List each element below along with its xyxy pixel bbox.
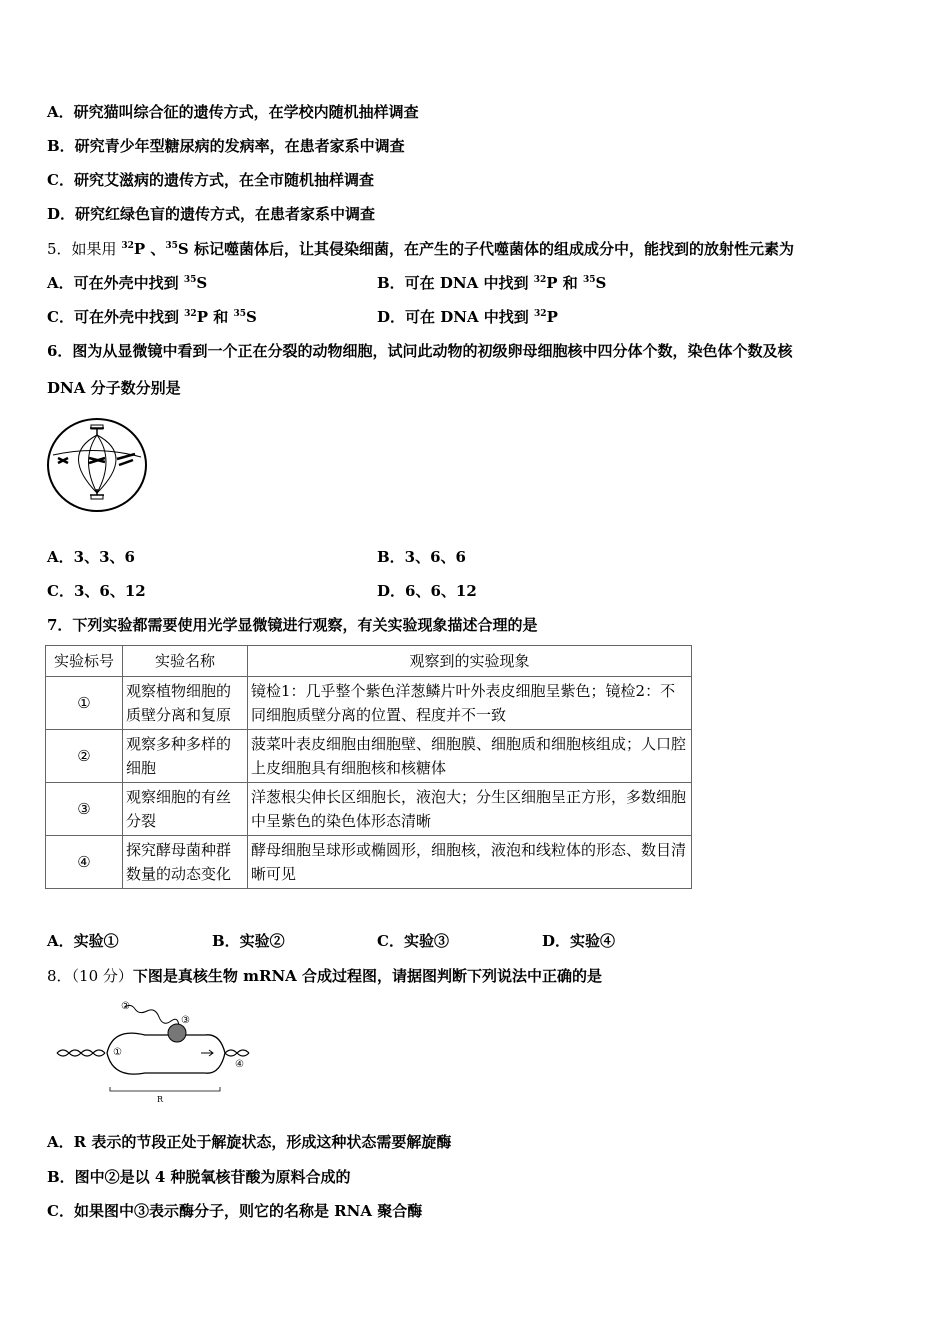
fig-label-3: ③ <box>181 1015 190 1026</box>
col-header-name: 实验名称 <box>123 646 248 677</box>
q6-option-b: B．3、6、6 <box>377 548 466 566</box>
q6-stem-line2: DNA 分子数分别是 <box>47 379 181 397</box>
q4-option-c: C．研究艾滋病的遗传方式，在全市随机抽样调查 <box>47 171 374 189</box>
cell-name: 观察细胞的有丝分裂 <box>123 783 248 836</box>
chromosome-3 <box>117 454 135 465</box>
q5-option-c: C．可在外壳中找到 $^{32}$P 和 $^{35}$S <box>47 308 257 326</box>
cell-name: 探究酵母菌种群数量的动态变化 <box>123 836 248 889</box>
q4-option-b: B．研究青少年型糖尿病的发病率，在患者家系中调查 <box>47 137 405 155</box>
fig-label-4: ④ <box>235 1059 244 1070</box>
q6-option-d: D．6、6、12 <box>377 582 477 600</box>
q6-option-c: C．3、6、12 <box>47 582 146 600</box>
q5-option-b: B．可在 DNA 中找到 $^{32}$P 和 $^{35}$S <box>377 274 607 292</box>
col-header-id: 实验标号 <box>46 646 123 677</box>
q8-option-a: A．R 表示的节段正处于解旋状态，形成这种状态需要解旋酶 <box>47 1133 452 1151</box>
dividing-cell-figure <box>45 415 150 515</box>
table-row <box>46 677 692 730</box>
q7-option-a: A．实验① <box>47 932 119 950</box>
cell-phenomenon: 洋葱根尖伸长区细胞长，液泡大；分生区细胞呈正方形，多数细胞中呈紫色的染色体形态清晰 <box>248 783 692 836</box>
experiment-table <box>45 645 692 889</box>
q7-option-d: D．实验④ <box>542 932 616 950</box>
q8-option-b: B．图中②是以 4 种脱氧核苷酸为原料合成的 <box>47 1168 351 1186</box>
fig-label-1: ① <box>113 1047 122 1058</box>
q6-stem-line1: 6．图为从显微镜中看到一个正在分裂的动物细胞，试问此动物的初级卵母细胞核中四分体个数，染色体个数及核 <box>47 342 793 360</box>
q8-option-c: C．如果图中③表示酶分子，则它的名称是 RNA 聚合酶 <box>47 1202 423 1220</box>
cell-name: 观察植物细胞的质壁分离和复原 <box>123 677 248 730</box>
q5-stem: 5．如果用 $^{32}$P 、$^{35}$S 标记噬菌体后，让其侵染细菌，在产生的子代噬菌体的组成成分中，能找到的放射性元素为 <box>47 240 794 258</box>
q7-option-b: B．实验② <box>212 932 285 950</box>
table-header-row <box>46 646 692 677</box>
cell-id: ① <box>46 677 123 730</box>
chromosome-2 <box>89 458 105 463</box>
cell-phenomenon: 菠菜叶表皮细胞由细胞壁、细胞膜、细胞质和细胞核组成；人口腔上皮细胞具有细胞核和核糖体 <box>248 730 692 783</box>
q8-stem: 8．（10 分）下图是真核生物 mRNA 合成过程图，请据图判断下列说法中正确的是 <box>47 967 603 985</box>
q4-option-d: D．研究红绿色盲的遗传方式，在患者家系中调查 <box>47 205 376 223</box>
q4-option-a: A．研究猫叫综合征的遗传方式，在学校内随机抽样调查 <box>47 103 419 121</box>
cell-id: ② <box>46 730 123 783</box>
col-header-phenomenon: 观察到的实验现象 <box>248 646 692 677</box>
table-row <box>46 836 692 889</box>
q5-option-a: A．可在外壳中找到 $^{35}$S <box>47 274 208 292</box>
cell-phenomenon: 酵母细胞呈球形或椭圆形，细胞核，液泡和线粒体的形态、数目清晰可见 <box>248 836 692 889</box>
mrna-synthesis-figure <box>55 995 255 1105</box>
cell-id: ③ <box>46 783 123 836</box>
table-row <box>46 783 692 836</box>
cell-id: ④ <box>46 836 123 889</box>
table-row <box>46 730 692 783</box>
fig-label-2: ② <box>121 1001 130 1012</box>
chromosome-1 <box>58 458 68 463</box>
q6-option-a: A．3、3、6 <box>47 548 135 566</box>
cell-name: 观察多种多样的细胞 <box>123 730 248 783</box>
q5-option-d: D．可在 DNA 中找到 $^{32}$P <box>377 308 558 326</box>
cell-phenomenon: 镜检1：几乎整个紫色洋葱鳞片叶外表皮细胞呈紫色；镜检2：不同细胞质壁分离的位置、程度并不一致 <box>248 677 692 730</box>
fig-label-r: R <box>157 1095 164 1104</box>
q7-stem: 7．下列实验都需要使用光学显微镜进行观察，有关实验现象描述合理的是 <box>47 616 538 634</box>
q7-option-c: C．实验③ <box>377 932 449 950</box>
